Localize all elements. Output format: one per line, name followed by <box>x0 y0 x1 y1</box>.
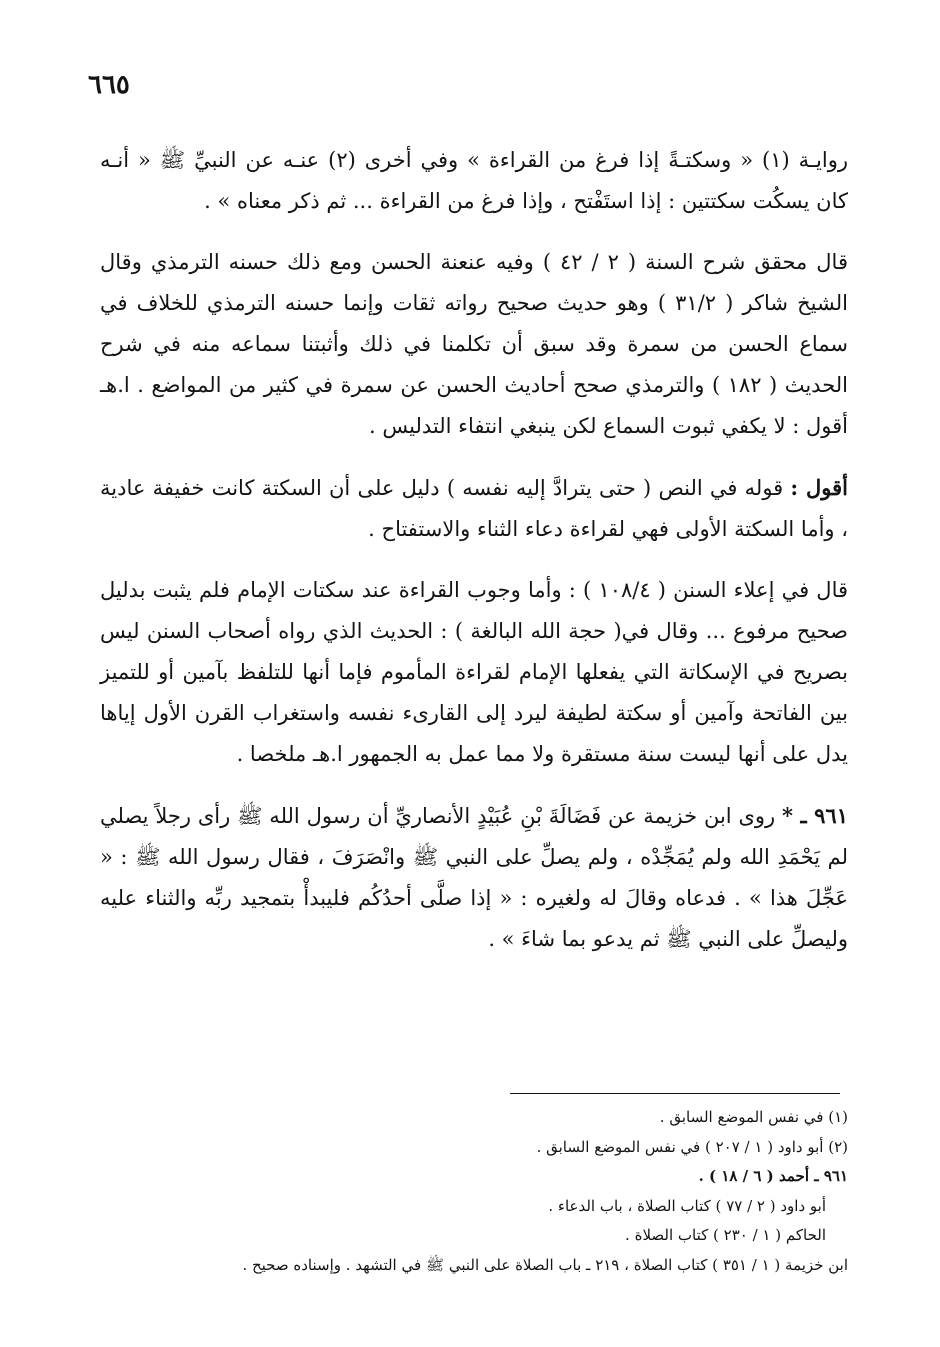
footnote-item: ٩٦١ ـ أحمد ( ٦ / ١٨ ) . <box>698 1167 848 1185</box>
paragraph-sunnah-commentary <box>100 242 848 447</box>
paragraph-lead: أقول : <box>790 475 848 500</box>
main-text <box>100 140 848 980</box>
paragraph-hadith-961 <box>100 795 848 960</box>
footnote-item: الحاكم ( ١ / ٢٣٠ ) كتاب الصلاة . <box>625 1226 826 1244</box>
footnote-item: أبو داود ( ٢ / ٧٧ ) كتاب الصلاة ، باب الدعاء . <box>548 1196 826 1215</box>
footnote-separator <box>510 1093 840 1094</box>
paragraph-text: روى ابن خزيمة عن فَضَالَةَ بْنِ عُبَيْدٍ الأنصاريِّ أن رسول الله ﷺ رأى رجلاً يصلي لم يَحْمَدِ الله ولم يُمَجِّدْه ، ولم يصلِّ على النبي ﷺ وانْصَرَفَ ، فقال رسول الله ﷺ : « عَجِّلَ هذا » . فدعاه وقالَ له ولغيره : « إذا صلَّى أحدُكُم فليبدأْ بتمجيد ربِّه والثناء عليه وليصلِّ على النبي ﷺ ثم يدعو بما شاءَ » . <box>100 804 848 951</box>
page-number: ٦٦٥ <box>88 70 130 100</box>
paragraph-narration <box>100 140 848 222</box>
paragraph-ilaa-sunan <box>100 570 848 775</box>
paragraph-text: قال في إعلاء السنن ( ١٠٨/٤ ) : وأما وجوب القراءة عند سكتات الإمام فلم يثبت بدليل صحيح مرفوع ... وقال في( حجة الله البالغة ) : الحديث الذي رواه أصحاب السنن ليس بصريح في الإسكاتة التي يفعلها الإمام لقراءة المأموم فإما أنها للتلفظ بآمين أو للتميز بين الفاتحة وآمين أو سكتة لطيفة ليرد إلى القارىء نفسه واستغراب القرن الأول إياها يدل على أنها ليست سنة مستقرة ولا مما عمل به الجمهور ا.هـ ملخصا . <box>100 578 849 766</box>
paragraph-author-note <box>100 467 848 550</box>
paragraph-text: قال محقق شرح السنة ( ٢ / ٤٢ ) وفيه عنعنة الحسن ومع ذلك حسنه الترمذي وقال الشيخ شاكر ( ٣١/٢ ) وهو حديث صحيح رواته ثقات وإنما حسنه الترمذي للخلاف في سماع الحسن من سمرة وقد سبق أن تكلمنا في ذلك وأثبتنا سماعه منه في شرح الحديث ( ١٨٢ ) والترمذي صحح أحاديث الحسن عن سمرة في كثير من المواضع . ا.هـ أقول : لا يكفي ثبوت السماع لكن ينبغي انتفاء التدليس . <box>100 250 848 438</box>
footnotes <box>100 1103 848 1280</box>
footnote-item: (٢) أبو داود ( ١ / ٢٠٧ ) في نفس الموضع السابق . <box>536 1137 848 1156</box>
footnote-item: (١) في نفس الموضع السابق . <box>659 1108 848 1126</box>
footnote-item: ابن خزيمة ( ١ / ٣٥١ ) كتاب الصلاة ، ٢١٩ ـ باب الصلاة على النبي ﷺ في التشهد . وإسناده صحيح . <box>242 1255 848 1274</box>
hadith-number: ٩٦١ ـ * <box>782 803 848 828</box>
paragraph-text: قوله في النص ( حتى يترادَّ إليه نفسه ) دليل على أن السكتة كانت خفيفة عادية ، وأما السكتة الأولى فهي لقراءة دعاء الثناء والاستفتاح . <box>100 476 848 541</box>
paragraph-text: روايـة (١) « وسكتـةً إذا فرغ من القراءة » وفي أخرى (٢) عنـه عن النبيِّ ﷺ « أنـه كان يسكُت سكتتين : إذا استَفْتح ، وإذا فرغ من القراءة ... ثم ذكر معناه » . <box>100 148 848 213</box>
